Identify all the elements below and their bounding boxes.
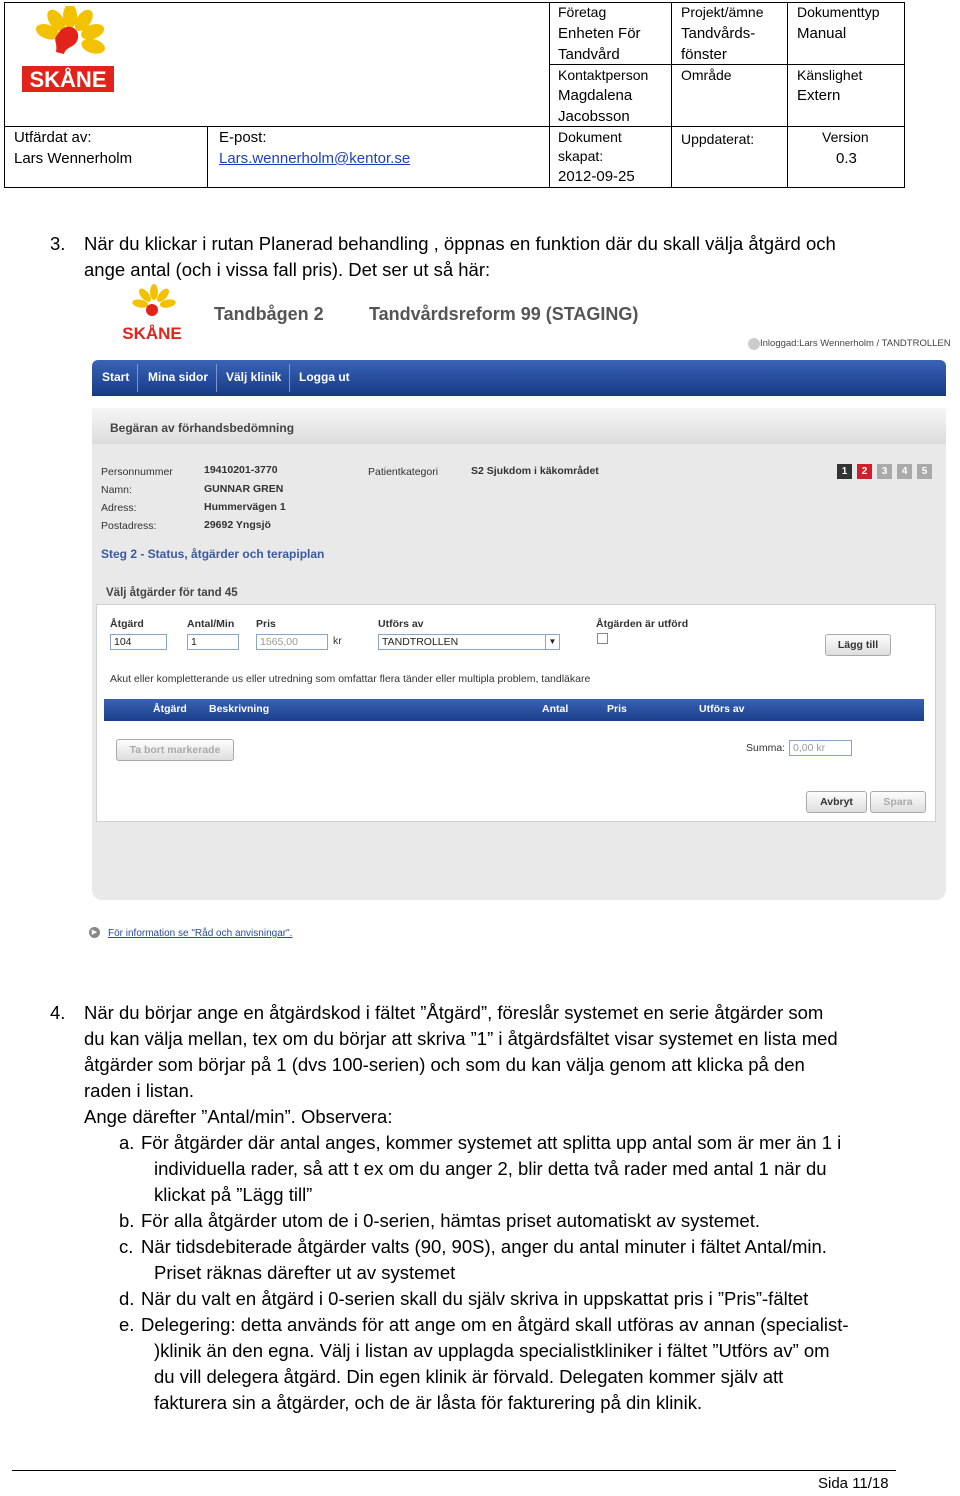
step4-line: När du börjar ange en åtgärdskod i fältet ”Åtgärd”, föreslår systemet en serie åtgärder som	[84, 1002, 824, 1023]
nav-start[interactable]: Start	[102, 370, 130, 384]
divider	[787, 2, 788, 188]
item-a-line: individuella rader, så att t ex om du anger 2, blir detta två rader med antal 1 när du	[154, 1158, 827, 1179]
app-subtitle: Tandvårdsreform 99 (STAGING)	[369, 304, 639, 324]
col-pris[interactable]: Pris	[607, 703, 627, 715]
summa-field: 0,00 kr	[789, 740, 852, 756]
divider	[549, 2, 550, 188]
item-letter-b: b.	[119, 1210, 135, 1231]
utford-checkbox[interactable]	[597, 633, 608, 644]
item-c-line: När tidsdebiterade åtgärder valts (90, 90S), anger du antal minuter i fältet Antal/min.	[141, 1236, 827, 1257]
app-title: Tandbågen 2	[214, 304, 324, 324]
dokument-value: 2012-09-25	[558, 168, 635, 185]
item-e-line: )klinik än den egna. Välj i listan av upplagda specialistkliniker i fältet ”Utförs av” om	[154, 1340, 830, 1361]
projekt-label: Projekt/ämne	[681, 4, 764, 20]
dokument-label-2: skapat:	[558, 148, 604, 164]
item-e-line: du vill delegera åtgärd. Din egen klinik är förvald. Delegaten kommer själv att	[154, 1366, 784, 1387]
divider	[207, 126, 208, 188]
step4-line: Ange därefter ”Antal/min”. Observera:	[84, 1106, 393, 1127]
projekt-value-1: Tandvårds-	[681, 25, 756, 42]
logo-text: SKÅNE	[29, 67, 107, 92]
namn-label: Namn:	[101, 484, 132, 496]
postadress-label: Postadress:	[101, 520, 157, 532]
step3-line: När du klickar i rutan Planerad behandling , öppnas en funktion där du skall välja åtgärd och	[84, 233, 836, 254]
item-a-line: klickat på ”Lägg till”	[154, 1184, 313, 1205]
item-letter-d: d.	[119, 1288, 135, 1309]
info-arrow-icon: ▶	[89, 927, 100, 938]
logged-in-text: Inloggad:Lars Wennerholm / TANDTROLLEN	[760, 338, 951, 349]
pris-input[interactable]: 1565,00	[256, 634, 328, 650]
page-number: Sida 11/18	[818, 1475, 889, 1492]
dokumenttyp-label: Dokumenttyp	[797, 4, 880, 20]
utfors-label: Utförs av	[378, 618, 424, 630]
nav-separator	[216, 364, 217, 392]
nav-logga-ut[interactable]: Logga ut	[299, 370, 350, 384]
antal-label: Antal/Min	[187, 618, 235, 630]
version-value: 0.3	[836, 150, 857, 167]
pnr-label: Personnummer	[101, 466, 173, 478]
epost-label: E-post:	[219, 129, 267, 146]
nav-bar	[92, 360, 946, 396]
footer-rule	[12, 1470, 896, 1471]
step-page-1[interactable]: 1	[837, 464, 852, 479]
step3-number: 3.	[50, 233, 66, 254]
step-page-2[interactable]: 2	[857, 464, 872, 479]
col-beskrivning[interactable]: Beskrivning	[209, 703, 270, 715]
utfors-selected: TANDTROLLEN	[382, 636, 459, 648]
dokumenttyp-value: Manual	[797, 25, 847, 42]
col-utfors-av[interactable]: Utförs av	[699, 703, 745, 715]
panel-title: Begäran av förhandsbedömning	[110, 421, 295, 435]
step4-line: du kan välja mellan, tex om du börjar att skriva ”1” i åtgärdsfältet visar systemet en lista med	[84, 1028, 838, 1049]
step3-line: ange antal (och i vissa fall pris). Det ser ut så här:	[84, 259, 491, 280]
omrade-label: Område	[681, 67, 732, 83]
atgard-input[interactable]: 104	[110, 634, 167, 650]
kanslighet-value: Extern	[797, 87, 841, 104]
avbryt-button[interactable]: Avbryt	[806, 791, 867, 813]
foretag-label: Företag	[558, 4, 607, 20]
item-d-line: När du valt en åtgärd i 0-serien skall du själv skriva in uppskattat pris i ”Pris”-fältet	[141, 1288, 809, 1309]
item-a-line: För åtgärder där antal anges, kommer systemet att splitta upp antal som är mer än 1 i	[141, 1132, 842, 1153]
adress-value: Hummervägen 1	[204, 501, 286, 513]
item-letter-c: c.	[119, 1236, 134, 1257]
info-link[interactable]: För information se "Råd och anvisningar".	[108, 928, 293, 939]
utford-label: Åtgärden är utförd	[596, 618, 689, 630]
step4-line: raden i listan.	[84, 1080, 195, 1101]
kontaktperson-value-1: Magdalena	[558, 87, 633, 104]
pnr-value: 19410201-3770	[204, 464, 278, 476]
region-skane-logo	[18, 6, 118, 94]
spara-button[interactable]: Spara	[870, 791, 926, 813]
namn-value: GUNNAR GREN	[204, 483, 284, 495]
atgard-grid-header	[104, 699, 924, 721]
foretag-value-2: Tandvård	[558, 46, 620, 63]
version-label: Version	[822, 129, 869, 145]
dokument-label-1: Dokument	[558, 129, 622, 145]
skane-logo-small	[118, 284, 188, 342]
embedded-app-screenshot	[84, 282, 959, 952]
pris-unit: kr	[333, 635, 342, 647]
logo-text-small: SKÅNE	[122, 324, 182, 342]
ta-bort-button[interactable]: Ta bort markerade	[116, 739, 234, 761]
divider	[671, 2, 672, 188]
step-page-4[interactable]: 4	[897, 464, 912, 479]
nav-separator	[137, 364, 138, 392]
nav-valj-klinik[interactable]: Välj klinik	[226, 370, 282, 384]
chevron-down-icon[interactable]: ▼	[545, 635, 559, 649]
step-heading: Steg 2 - Status, åtgärder och terapiplan	[101, 547, 325, 561]
item-letter-e: e.	[119, 1314, 135, 1335]
atgard-description: Akut eller kompletterande us eller utredning som omfattar flera tänder eller multipla problem, tandläkare	[110, 673, 591, 685]
item-b-line: För alla åtgärder utom de i 0-serien, hämtas priset automatiskt av systemet.	[141, 1210, 760, 1231]
valj-heading: Välj åtgärder för tand 45	[106, 587, 238, 599]
epost-link[interactable]: Lars.wennerholm@kentor.se	[219, 150, 411, 167]
document-header-table	[4, 2, 905, 188]
kontaktperson-label: Kontaktperson	[558, 67, 649, 83]
nav-mina-sidor[interactable]: Mina sidor	[148, 370, 209, 384]
uppdaterat-label: Uppdaterat:	[681, 131, 755, 147]
postadress-value: 29692 Yngsjö	[204, 519, 271, 531]
antal-input[interactable]: 1	[187, 634, 239, 650]
lagg-till-button[interactable]: Lägg till	[825, 634, 891, 656]
step-page-3[interactable]: 3	[877, 464, 892, 479]
step4-line: åtgärder som börjar på 1 (dvs 100-serien) och som du kan välja genom att klicka på den	[84, 1054, 805, 1075]
step-page-5[interactable]: 5	[917, 464, 932, 479]
item-c-line: Priset räknas därefter ut av systemet	[154, 1262, 456, 1283]
foretag-value-1: Enheten För	[558, 25, 641, 42]
item-letter-a: a.	[119, 1132, 135, 1153]
item-e-line: fakturera sin a åtgärder, och de är låsta för fakturering på din klinik.	[154, 1392, 703, 1413]
utfors-select[interactable]	[378, 634, 560, 650]
utfardat-label: Utfärdat av:	[14, 129, 92, 146]
step4-number: 4.	[50, 1002, 66, 1023]
utfardat-value: Lars Wennerholm	[14, 150, 133, 167]
nav-separator	[289, 364, 290, 392]
atgard-label: Åtgärd	[110, 618, 144, 630]
adress-label: Adress:	[101, 502, 137, 514]
item-e-line: Delegering: detta används för att ange om en åtgärd skall utföras av annan (specialist-	[141, 1314, 849, 1335]
patientkategori-value: S2 Sjukdom i käkområdet	[471, 465, 599, 477]
col-antal[interactable]: Antal	[542, 703, 569, 715]
patientkategori-label: Patientkategori	[368, 466, 439, 478]
kontaktperson-value-2: Jacobsson	[558, 108, 630, 125]
col-atgard[interactable]: Åtgärd	[153, 703, 187, 715]
projekt-value-2: fönster	[681, 46, 727, 63]
lock-icon	[748, 338, 760, 350]
summa-label: Summa:	[746, 742, 786, 754]
kanslighet-label: Känslighet	[797, 67, 863, 83]
pris-label: Pris	[256, 618, 276, 630]
